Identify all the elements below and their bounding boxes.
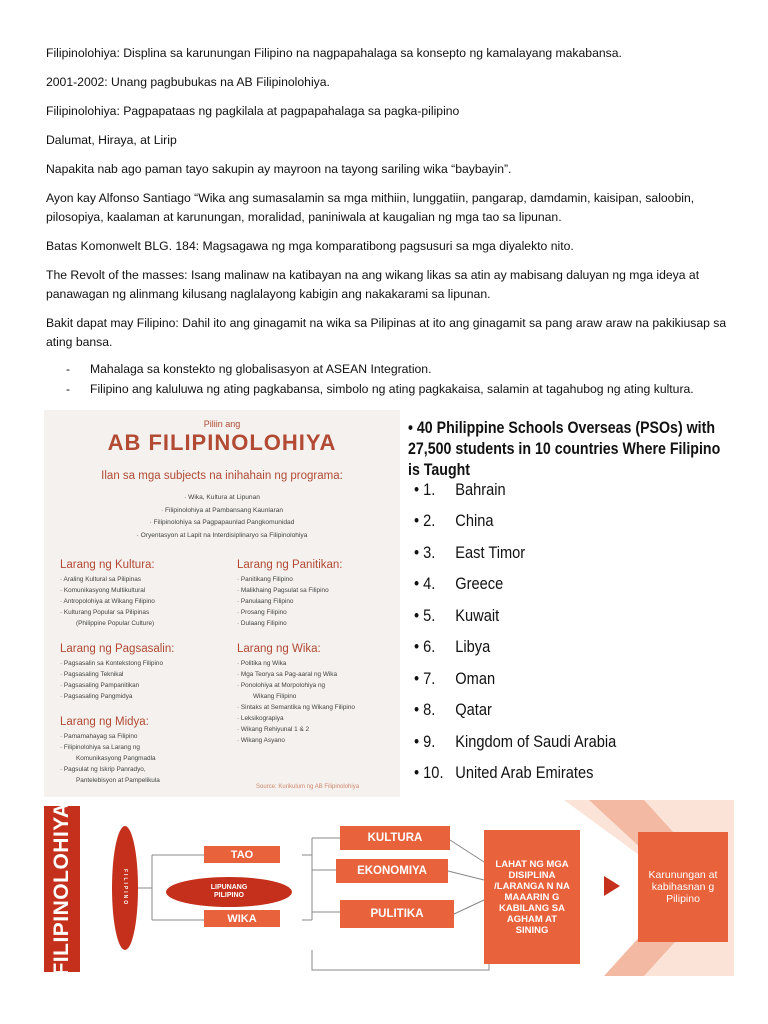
paragraph: Bakit dapat may Filipino: Dahil ito ang ginagamit na wika sa Pilipinas at ito ang ginagamit sa pang araw araw na pakikiusap sa ating bansa. — [46, 316, 727, 349]
section-item: · Kulturang Popular sa Pilipinas — [60, 609, 150, 616]
bullet-item: - Filipino ang kaluluwa ng ating pagkabansa, simbolo ng ating pagkakaisa, salamin at tagahubog ng ating kultura. — [66, 382, 694, 396]
section-item: Komunikasyong Pangmadla — [76, 755, 156, 762]
section-item: · Pagsasaling Teknikal — [60, 671, 124, 678]
section-item: · Pamamahayag sa Filipino — [60, 733, 138, 740]
section-item: · Wikang Asyano — [237, 737, 285, 744]
paragraph: Filipinolohiya: Displina sa karunungan Filipino na nagpapahalaga sa konsepto ng kamalayang makabansa. — [46, 46, 622, 60]
section-item: (Philippine Popular Culture) — [76, 620, 155, 627]
section-item: · Mga Teorya sa Pag-aaral ng Wika — [237, 671, 338, 678]
section-item: · Panulaang Filipino — [237, 598, 294, 605]
section-item: · Politika ng Wika — [237, 660, 287, 667]
section-item: · Antropolohiya at Wikang Filipino — [60, 598, 155, 605]
panel-pretitle: Piliin ang — [203, 419, 241, 429]
country-item: • 2. China — [414, 511, 494, 530]
bullet-item: - Mahalaga sa konstekto ng globalisasyon at ASEAN Integration. — [66, 362, 432, 376]
paragraph: Dalumat, Hiraya, at Lirip — [46, 133, 177, 147]
section-item: Pantelebisyon at Pampelikula — [76, 777, 160, 784]
source-note: Source: Kurikulum ng AB Filipinolohiya — [256, 784, 360, 790]
section-item: · Pagsasaling Pangmidya — [60, 693, 133, 700]
section-midya — [60, 715, 160, 786]
bullet-list — [46, 360, 736, 399]
body-text — [46, 44, 736, 400]
section-pagsasalin — [60, 642, 174, 702]
country-item: • 4. Greece — [414, 574, 504, 593]
core-subject: · Wika, Kultura at Lipunan — [184, 494, 260, 501]
kultura-box: KULTURA — [340, 826, 450, 850]
core-subject: · Filipinolohiya sa Pagpapaunlad Pangkomunidad — [149, 519, 295, 526]
section-heading: Larang ng Wika: — [237, 643, 321, 655]
wika-box: WIKA — [204, 910, 280, 927]
core-subjects — [44, 492, 400, 542]
section-kultura — [60, 558, 155, 629]
section-item: · Pagsasaling Pampanitikan — [60, 682, 140, 689]
side-title: FILIPINOLOHIYA — [50, 802, 73, 976]
country-item: • 6. Libya — [414, 637, 491, 656]
section-item: · Dulaang Filipino — [237, 620, 287, 627]
country-item: • 5. Kuwait — [414, 606, 500, 625]
section-item: · Leksikograpiya — [237, 715, 284, 722]
section-item: · Araling Kultural sa Pilipinas — [60, 576, 141, 583]
section-item: · Ponolohiya at Morpolohiya ng — [237, 682, 326, 689]
section-item: · Malikhaing Pagsulat sa Filipino — [237, 587, 329, 594]
section-heading: Larang ng Midya: — [60, 716, 149, 728]
paragraph: Napakita nab ago paman tayo sakupin ay mayroon na tayong sariling wika “baybayin”. — [46, 162, 512, 176]
country-item: • 1. Bahrain — [414, 480, 506, 499]
country-item: • 9. Kingdom of Saudi Arabia — [414, 732, 617, 751]
ekonomiya-box: EKONOMIYA — [336, 859, 448, 883]
section-heading: Larang ng Pagsasalin: — [60, 643, 175, 655]
ab-filipinolohiya-panel — [44, 410, 400, 797]
lipunang-pilipino-oval: LIPUNANG PILIPINO — [166, 877, 292, 907]
panel-title: AB FILIPINOLOHIYA — [107, 430, 337, 455]
section-heading: Larang ng Kultura: — [60, 559, 155, 571]
lahat-ng-disiplina-box: LAHAT NG MGA DISIPLINA /LARANGA N NA MAAARIN G KABILANG SA AGHAM AT SINING — [484, 830, 580, 964]
country-item: • 7. Oman — [414, 669, 496, 688]
section-panitikan — [237, 558, 343, 629]
paragraph: 2001-2002: Unang pagbubukas na AB Filipinolohiya. — [46, 75, 330, 89]
section-item: · Prosang Filipino — [237, 609, 287, 616]
section-item: Wikang Filipino — [253, 693, 297, 700]
core-subject: · Oryentasyon at Lapit na Interdisiplinaryo sa Filipinolohiya — [136, 531, 308, 539]
section-item: · Pagsulat ng Iskrip Panradyo, — [60, 766, 146, 773]
country-item: • 8. Qatar — [414, 700, 492, 719]
pulitika-box: PULITIKA — [340, 900, 454, 928]
country-item: • 10. United Arab Emirates — [414, 763, 594, 782]
section-wika — [237, 642, 355, 746]
paragraph: Filipinolohiya: Pagpapataas ng pagkilala at pagpapahalaga sa pagka-pilipino — [46, 104, 460, 118]
side-title-bar — [44, 802, 80, 976]
section-item: · Pagsasalin sa Kontekstong Filipino — [60, 660, 164, 667]
filipinolohiya-diagram — [44, 800, 734, 976]
section-item: · Sintaks at Semantika ng Wikang Filipino — [237, 704, 355, 711]
tao-box: TAO — [204, 846, 280, 863]
section-heading: Larang ng Panitikan: — [237, 559, 343, 571]
pso-title: • 40 Philippine Schools Overseas (PSOs) with 27,500 students in 10 countries Where Filipino is Taught — [408, 419, 721, 479]
paragraph: Batas Komonwelt BLG. 184: Magsagawa ng mga komparatibong pagsusuri sa mga diyalekto nito. — [46, 239, 574, 253]
core-subject: · Filipinolohiya at Pambansang Kaunlaran — [160, 506, 284, 514]
filipino-oval: FILIPINO — [112, 826, 138, 950]
section-item: · Filipinolohiya sa Larang ng — [60, 744, 140, 751]
country-item: • 3. East Timor — [414, 543, 526, 562]
paragraph: Ayon kay Alfonso Santiago “Wika ang sumasalamin sa mga mithiin, lunggatiin, pangarap, damdamin, kaisipan, saloobin, pilosopiya, kaalaman at karunungan, moralidad, paniniwala at kaugalian ng mga tao sa lipunan. — [46, 191, 695, 224]
section-item: · Panitikang Filipino — [237, 576, 293, 583]
panel-subtitle: Ilan sa mga subjects na inihahain ng programa: — [101, 470, 343, 482]
pso-countries-panel — [408, 418, 724, 792]
paragraph: The Revolt of the masses: Isang malinaw na katibayan na ang wikang likas sa atin ay mabisang daluyan ng mga ideya at panawagan ng alinmang kilusang naglalayong kabigin ang nakakarami sa lipunan. — [46, 268, 700, 301]
karunungan-box: Karunungan at kabihasnan g Pilipino — [638, 832, 728, 942]
section-item: · Wikang Rehiyunal 1 & 2 — [237, 726, 310, 733]
section-item: · Komunikasyong Multikultural — [60, 587, 146, 594]
